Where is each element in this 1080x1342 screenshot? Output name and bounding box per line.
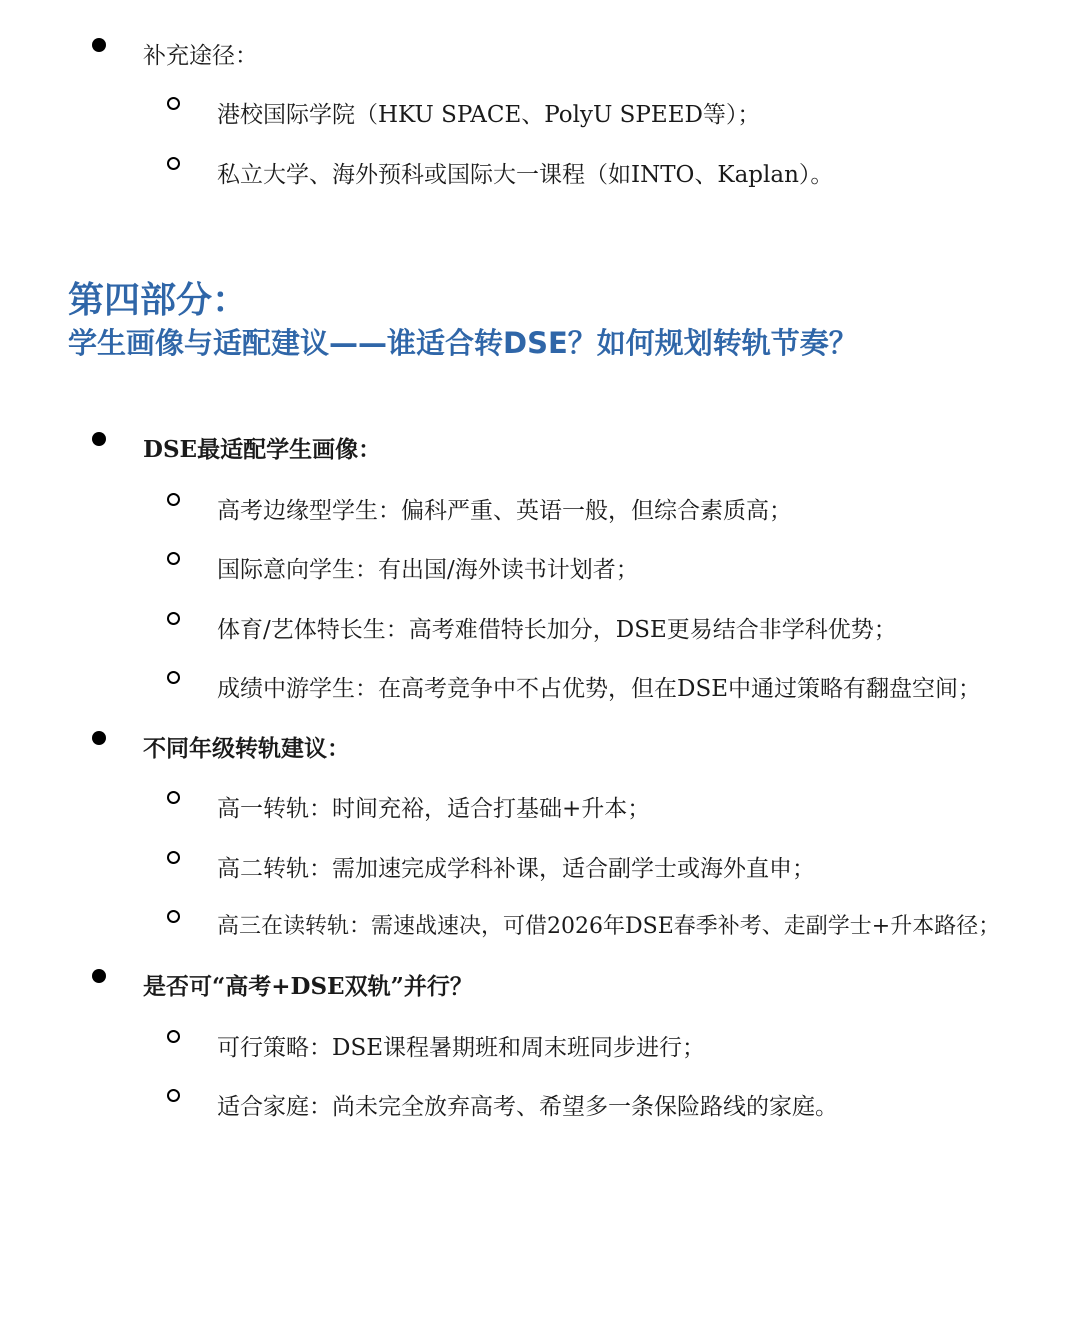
bullet-ring-icon: [167, 791, 180, 804]
sub-list-item: 高一转轨：时间充裕，适合打基础+升本；: [217, 796, 651, 822]
sub-list-item: 私立大学、海外预科或国际大一课程（如INTO、Kaplan）。: [217, 162, 834, 188]
list-item: 是否可“高考+DSE双轨”并行？: [143, 973, 473, 1000]
sub-list-item: 港校国际学院（HKU SPACE、PolyU SPEED等）；: [217, 102, 761, 128]
list-item: DSE最适配学生画像：: [143, 436, 382, 463]
bullet-ring-icon: [167, 612, 180, 625]
bullet-dot-icon: [92, 432, 106, 446]
sub-list-item: 成绩中游学生：在高考竞争中不占优势，但在DSE中通过策略有翻盘空间；: [217, 676, 981, 702]
bullet-dot-icon: [92, 38, 106, 52]
section-title: 第四部分：: [68, 280, 249, 321]
bullet-ring-icon: [167, 97, 180, 110]
sub-list-item: 国际意向学生：有出国/海外读书计划者；: [217, 557, 639, 583]
bullet-ring-icon: [167, 157, 180, 170]
bullet-ring-icon: [167, 1089, 180, 1102]
bullet-dot-icon: [92, 731, 106, 745]
bullet-ring-icon: [167, 552, 180, 565]
sub-list-item: 高考边缘型学生：偏科严重、英语一般，但综合素质高；: [217, 498, 792, 524]
bullet-ring-icon: [167, 1030, 180, 1043]
sub-list-item: 高二转轨：需加速完成学科补课，适合副学士或海外直申；: [217, 856, 815, 882]
sub-list-item: 适合家庭：尚未完全放弃高考、希望多一条保险路线的家庭。: [217, 1094, 838, 1120]
list-item: 补充途径：: [143, 43, 258, 69]
section-subtitle: 学生画像与适配建议——谁适合转DSE？如何规划转轨节奏？: [68, 326, 858, 360]
bullet-ring-icon: [167, 493, 180, 506]
list-item: 不同年级转轨建议：: [143, 735, 350, 762]
sub-list-item: 可行策略：DSE课程暑期班和周末班同步进行；: [217, 1035, 705, 1061]
sub-list-item: 高三在读转轨：需速战速决，可借2026年DSE春季补考、走副学士+升本路径；: [217, 914, 1001, 939]
bullet-ring-icon: [167, 851, 180, 864]
bullet-dot-icon: [92, 969, 106, 983]
bullet-ring-icon: [167, 671, 180, 684]
sub-list-item: 体育/艺体特长生：高考难借特长加分，DSE更易结合非学科优势；: [217, 617, 897, 643]
bullet-ring-icon: [167, 910, 180, 923]
